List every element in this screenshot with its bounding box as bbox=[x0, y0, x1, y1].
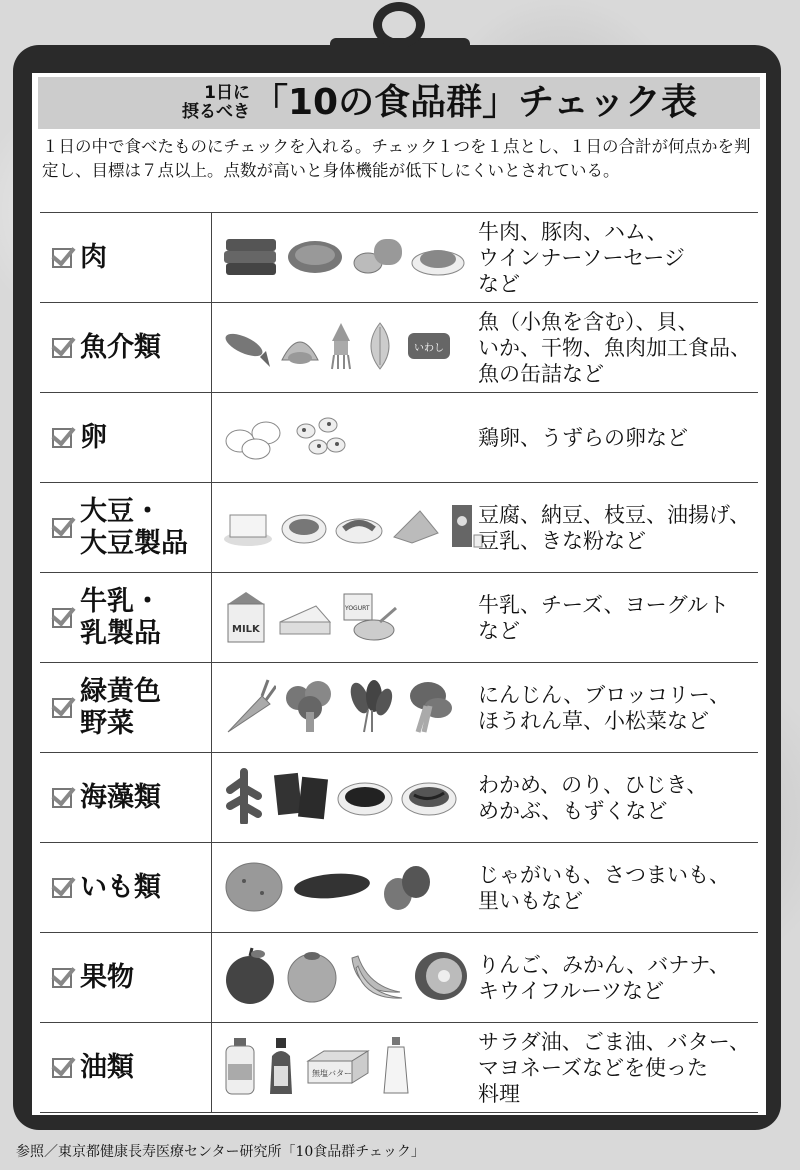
food-group-cell bbox=[40, 573, 212, 662]
chicken-eggs-icon bbox=[222, 411, 286, 465]
food-group-cell bbox=[40, 303, 212, 392]
food-group-cell bbox=[40, 1023, 212, 1112]
check-mark-icon bbox=[51, 331, 75, 356]
food-examples: サラダ油、ごま油、バター、 マヨネーズなどを使った 料理 bbox=[478, 1029, 750, 1106]
food-illustrations bbox=[212, 573, 470, 662]
dried-fish-icon bbox=[360, 321, 400, 375]
sweet-potato-icon bbox=[292, 866, 372, 910]
food-illustrations bbox=[212, 753, 470, 842]
checkbox-icon[interactable] bbox=[52, 428, 72, 448]
taro-icon bbox=[378, 858, 434, 918]
food-examples: にんじん、ブロッコリー、 ほうれん草、小松菜など bbox=[478, 682, 730, 733]
food-illustrations bbox=[212, 393, 470, 482]
banana-icon bbox=[346, 948, 406, 1008]
food-examples: 魚（小魚を含む）、貝、 いか、干物、魚肉加工食品、 魚の缶詰など bbox=[478, 309, 751, 386]
food-examples: 鶏卵、うずらの卵など bbox=[478, 425, 688, 450]
check-mark-icon bbox=[51, 1051, 75, 1076]
table-row bbox=[40, 393, 758, 483]
svg-text:MILK: MILK bbox=[232, 623, 260, 635]
komatsuna-icon bbox=[400, 678, 454, 738]
squid-icon bbox=[328, 321, 354, 375]
source-footer: 参照／東京都健康長寿医療センター研究所「10食品群チェック」 bbox=[16, 1144, 425, 1160]
food-group-name: いも類 bbox=[80, 871, 161, 903]
mekabu-icon bbox=[400, 773, 458, 823]
mayonnaise-icon bbox=[378, 1035, 414, 1101]
table-row bbox=[40, 303, 758, 393]
svg-text:いわし: いわし bbox=[414, 342, 444, 354]
food-group-cell bbox=[40, 753, 212, 842]
table-row bbox=[40, 663, 758, 753]
sesame-oil-icon bbox=[264, 1036, 298, 1100]
tofu-icon bbox=[222, 503, 274, 553]
sardine-can-icon bbox=[406, 323, 452, 373]
quail-eggs-icon bbox=[292, 411, 348, 465]
food-illustrations bbox=[212, 933, 470, 1022]
meat-slices-icon bbox=[222, 233, 280, 283]
page-title: 「10の食品群」チェック表 bbox=[252, 82, 698, 123]
checkbox-icon[interactable] bbox=[52, 248, 72, 268]
food-illustrations bbox=[212, 303, 470, 392]
food-group-name: 油類 bbox=[80, 1051, 134, 1083]
title-band bbox=[38, 77, 760, 129]
food-examples: じゃがいも、さつまいも、 里いもなど bbox=[478, 862, 730, 913]
kiwi-icon bbox=[412, 948, 470, 1008]
scallop-icon bbox=[278, 324, 322, 372]
cheese-icon bbox=[276, 592, 334, 644]
ham-icon bbox=[350, 233, 404, 283]
check-mark-icon bbox=[51, 241, 75, 266]
food-group-name: 緑黄色 野菜 bbox=[80, 675, 161, 739]
yogurt-icon bbox=[340, 588, 398, 648]
check-mark-icon bbox=[51, 691, 75, 716]
wakame-icon bbox=[222, 768, 266, 828]
table-row bbox=[40, 933, 758, 1023]
food-group-cell bbox=[40, 933, 212, 1022]
food-group-table bbox=[40, 212, 758, 1113]
table-row bbox=[40, 1023, 758, 1113]
food-group-name: 肉 bbox=[80, 241, 107, 273]
natto-icon bbox=[280, 503, 328, 553]
salad-oil-icon bbox=[222, 1036, 258, 1100]
food-group-name: 卵 bbox=[80, 421, 107, 453]
broccoli-icon bbox=[282, 678, 338, 738]
table-row bbox=[40, 213, 758, 303]
checkbox-icon[interactable] bbox=[52, 968, 72, 988]
edamame-icon bbox=[334, 503, 384, 553]
checkbox-icon[interactable] bbox=[52, 518, 72, 538]
check-mark-icon bbox=[51, 961, 75, 986]
check-mark-icon bbox=[51, 421, 75, 446]
food-illustrations bbox=[212, 663, 470, 752]
check-mark-icon bbox=[51, 601, 75, 626]
clipboard-ring bbox=[373, 2, 425, 48]
check-mark-icon bbox=[51, 511, 75, 536]
food-group-name: 果物 bbox=[80, 961, 134, 993]
food-examples: 豆腐、納豆、枝豆、油揚げ、 豆乳、きな粉など bbox=[478, 502, 751, 553]
nori-icon bbox=[272, 768, 330, 828]
svg-text:無塩バター: 無塩バター bbox=[312, 1068, 352, 1078]
checkbox-icon[interactable] bbox=[52, 788, 72, 808]
food-group-cell bbox=[40, 483, 212, 572]
food-group-name: 魚介類 bbox=[80, 331, 161, 363]
food-group-cell bbox=[40, 663, 212, 752]
food-group-cell bbox=[40, 393, 212, 482]
svg-text:YOGURT: YOGURT bbox=[345, 604, 370, 612]
table-row bbox=[40, 573, 758, 663]
butter-icon bbox=[304, 1043, 372, 1093]
table-row bbox=[40, 483, 758, 573]
checklist-sheet bbox=[32, 73, 766, 1115]
fish-icon bbox=[222, 321, 272, 375]
steak-icon bbox=[286, 233, 344, 283]
food-illustrations bbox=[212, 843, 470, 932]
food-group-name: 大豆・ 大豆製品 bbox=[80, 495, 188, 559]
food-examples: りんご、みかん、バナナ、 キウイフルーツなど bbox=[478, 952, 730, 1003]
checkbox-icon[interactable] bbox=[52, 608, 72, 628]
food-examples: 牛肉、豚肉、ハム、 ウインナーソーセージ など bbox=[478, 219, 685, 296]
table-row bbox=[40, 753, 758, 843]
mandarin-icon bbox=[284, 948, 340, 1008]
food-examples: わかめ、のり、ひじき、 めかぶ、もずくなど bbox=[478, 772, 708, 823]
title-subtitle: 1日に 摂るべき bbox=[182, 83, 250, 122]
food-group-name: 海藻類 bbox=[80, 781, 161, 813]
fried-tofu-icon bbox=[390, 503, 442, 553]
food-illustrations bbox=[212, 483, 470, 572]
milk-carton-icon bbox=[222, 588, 270, 648]
food-illustrations bbox=[212, 213, 470, 302]
checkbox-icon[interactable] bbox=[52, 698, 72, 718]
food-illustrations bbox=[212, 1023, 470, 1112]
food-group-cell bbox=[40, 843, 212, 932]
checkbox-icon[interactable] bbox=[52, 878, 72, 898]
food-group-name: 牛乳・ 乳製品 bbox=[80, 585, 161, 649]
checkbox-icon[interactable] bbox=[52, 1058, 72, 1078]
apple-icon bbox=[222, 946, 278, 1010]
carrot-icon bbox=[222, 676, 276, 740]
checkbox-icon[interactable] bbox=[52, 338, 72, 358]
food-group-cell bbox=[40, 213, 212, 302]
table-row bbox=[40, 843, 758, 933]
food-examples: 牛乳、チーズ、ヨーグルト など bbox=[478, 592, 729, 643]
check-mark-icon bbox=[51, 871, 75, 896]
intro-text: １日の中で食べたものにチェックを入れる。チェック１つを１点とし、１日の合計が何点かを判定し、目標は７点以上。点数が高いと身体機能が低下しにくいとされている。 bbox=[42, 137, 751, 180]
potato-icon bbox=[222, 857, 286, 919]
spinach-icon bbox=[344, 678, 394, 738]
sausage-plate-icon bbox=[410, 233, 466, 283]
check-mark-icon bbox=[51, 781, 75, 806]
hijiki-icon bbox=[336, 773, 394, 823]
